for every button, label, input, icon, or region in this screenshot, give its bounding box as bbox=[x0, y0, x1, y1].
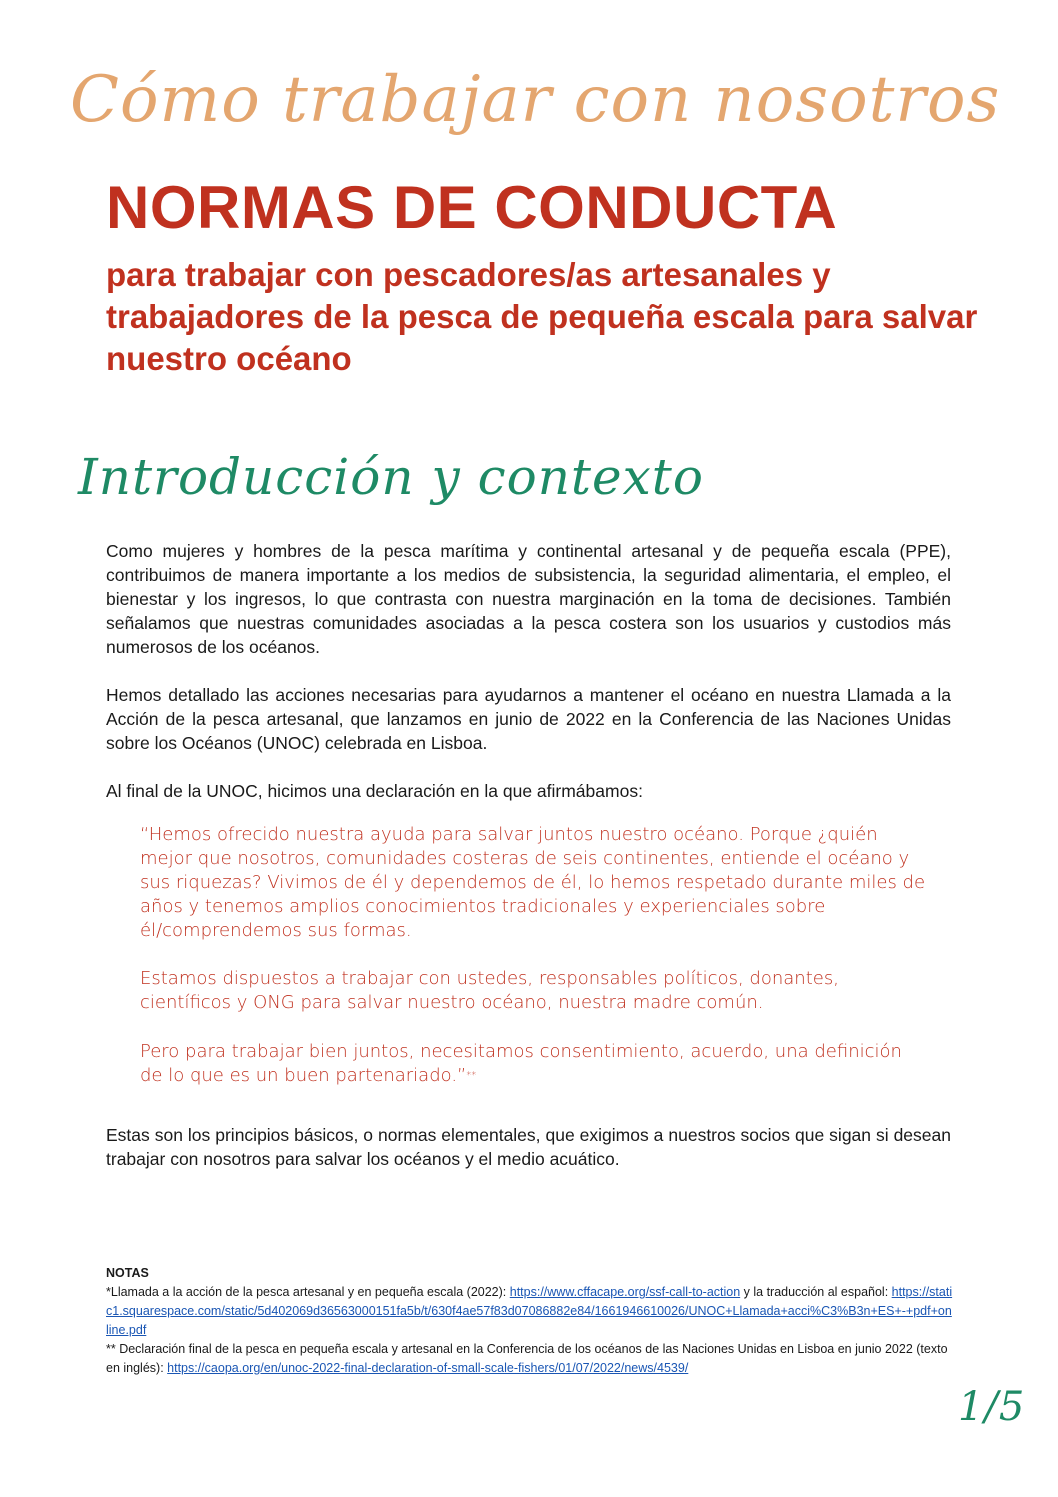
page-number: 1/5 bbox=[958, 1384, 1026, 1430]
footnote-marker: ** bbox=[466, 1070, 477, 1081]
note-1-link-2[interactable]: https://static1.squarespace.com/static/5d402069d36563000151fa5b/t/630f4ae57f83d07086882e84/1661946610026/UNOC+Llamada+acci%C3%B3n+ES+-+pdf+online.pdf bbox=[106, 1285, 953, 1337]
note-1 bbox=[106, 1283, 954, 1340]
closing-paragraph: Estas son los principios básicos, o normas elementales, que exigimos a nuestros socios que sigan si desean trabajar con nosotros para salvar los océanos y el medio acuático. bbox=[106, 1125, 951, 1169]
note-2 bbox=[106, 1340, 954, 1378]
intro-paragraph-3: Al final de la UNOC, hicimos una declaración en la que afirmábamos: bbox=[106, 781, 643, 801]
note-1-link[interactable]: https://www.cffacape.org/ssf-call-to-action bbox=[509, 1285, 741, 1299]
main-title: NORMAS DE CONDUCTA bbox=[106, 174, 838, 241]
quote-paragraph-3-text: Pero para trabajar bien juntos, necesitamos consentimiento, acuerdo, una definición de lo que es un buen partenariado.” bbox=[140, 1041, 902, 1086]
quote-paragraph-1: “Hemos ofrecido nuestra ayuda para salvar juntos nuestro océano. Porque ¿quién mejor que nosotros, comunidades costeras de seis continentes, entiende el océano y sus riquezas? Vivimos de él y dependemos de él, lo hemos respetado durante miles de años y tenemos amplios conocimientos tradicionales y experienciales sobre él/comprendemos sus formas. bbox=[140, 824, 926, 941]
quote-paragraph-2: Estamos dispuestos a trabajar con ustedes, responsables políticos, donantes, científicos y ONG para salvar nuestro océano, nuestra madre común. bbox=[140, 968, 839, 1013]
intro-paragraph-1: Como mujeres y hombres de la pesca marítima y continental artesanal y de pequeña escala (PPE), contribuimos de manera importante a los medios de subsistencia, la seguridad alimentaria, el empleo, el bienestar y los ingresos, lo que contrasta con nuestra marginación en la toma de decisiones. También señalamos que nuestras comunidades asociadas a la pesca costera son los usuarios y custodios más numerosos de los océanos. bbox=[106, 541, 951, 657]
note-2-link[interactable]: https://caopa.org/en/unoc-2022-final-declaration-of-small-scale-fishers/01/07/2022/news/4539/ bbox=[167, 1361, 689, 1375]
quote-paragraph-3 bbox=[140, 1040, 930, 1088]
notes-section bbox=[106, 1264, 954, 1378]
intro-paragraph-2: Hemos detallado las acciones necesarias para ayudarnos a mantener el océano en nuestra Llamada a la Acción de la pesca artesanal, que lanzamos en junio de 2022 en la Conferencia de las Naciones Unidas sobre los Océanos (UNOC) celebrada en Lisboa. bbox=[106, 685, 951, 753]
note-1-text: *Llamada a la acción de la pesca artesanal y en pequeña escala (2022): bbox=[106, 1285, 510, 1299]
section-heading-intro: Introducción y contexto bbox=[78, 448, 704, 506]
note-2-text: ** Declaración final de la pesca en pequeña escala y artesanal en la Conferencia de los océanos de las Naciones Unidas en Lisboa en junio 2022 (texto en inglés): bbox=[106, 1342, 948, 1375]
notes-title: NOTAS bbox=[106, 1266, 149, 1280]
note-1-mid: y la traducción al español: bbox=[740, 1285, 892, 1299]
script-title: Cómo trabajar con nosotros bbox=[70, 63, 1001, 137]
subtitle: para trabajar con pescadores/as artesanales y trabajadores de la pesca de pequeña escala para salvar nuestro océano bbox=[106, 256, 978, 377]
